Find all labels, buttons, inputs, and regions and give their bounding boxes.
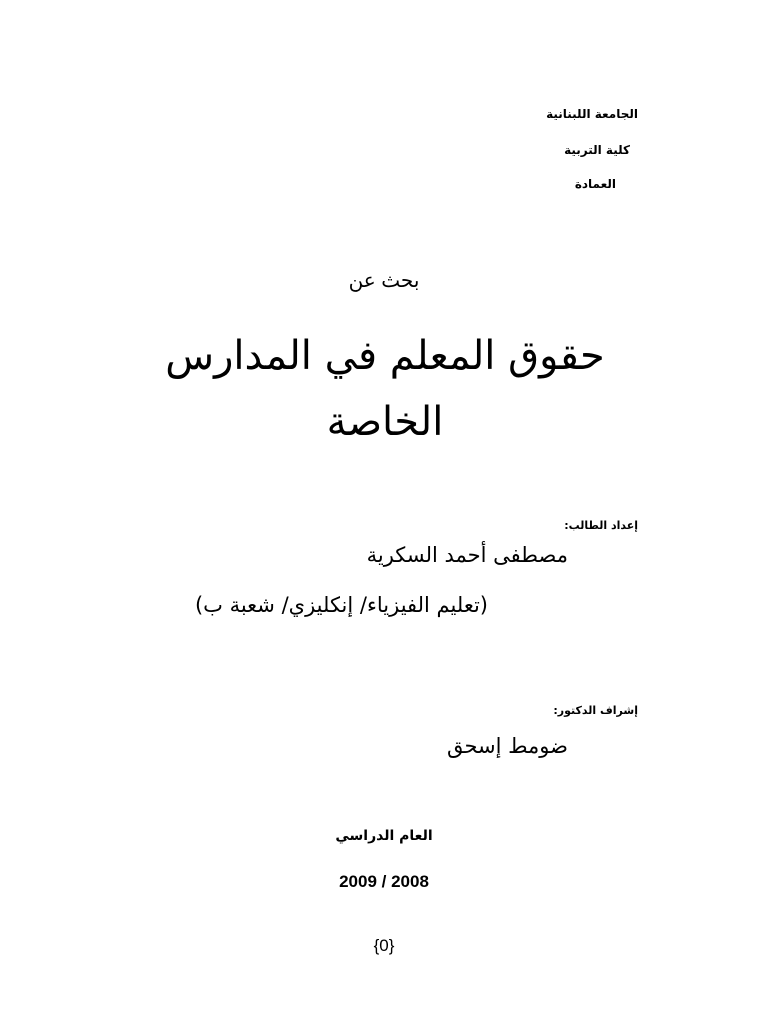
research-about-label: بحث عن — [348, 270, 420, 292]
academic-year-value: 2009 / 2008 — [339, 872, 429, 891]
title-line-1: حقوق المعلم في المدارس — [165, 333, 605, 379]
supervisor-label: إشراف الدكتور: — [553, 704, 638, 717]
title-line-2: الخاصة — [326, 399, 444, 445]
student-major: (تعليم الفيزياء/ إنكليزي/ شعبة ب) — [194, 593, 488, 617]
academic-year-label: العام الدراسي — [335, 828, 433, 844]
deanship-label: العمادة — [574, 177, 616, 191]
faculty-name: كلية التربية — [564, 143, 630, 157]
page-number: {0} — [373, 936, 395, 955]
student-label: إعداد الطالب: — [564, 519, 638, 532]
university-name: الجامعة اللبنانية — [546, 107, 638, 121]
supervisor-name: ضومط إسحق — [446, 734, 568, 758]
student-name: مصطفى أحمد السكرية — [366, 543, 568, 567]
